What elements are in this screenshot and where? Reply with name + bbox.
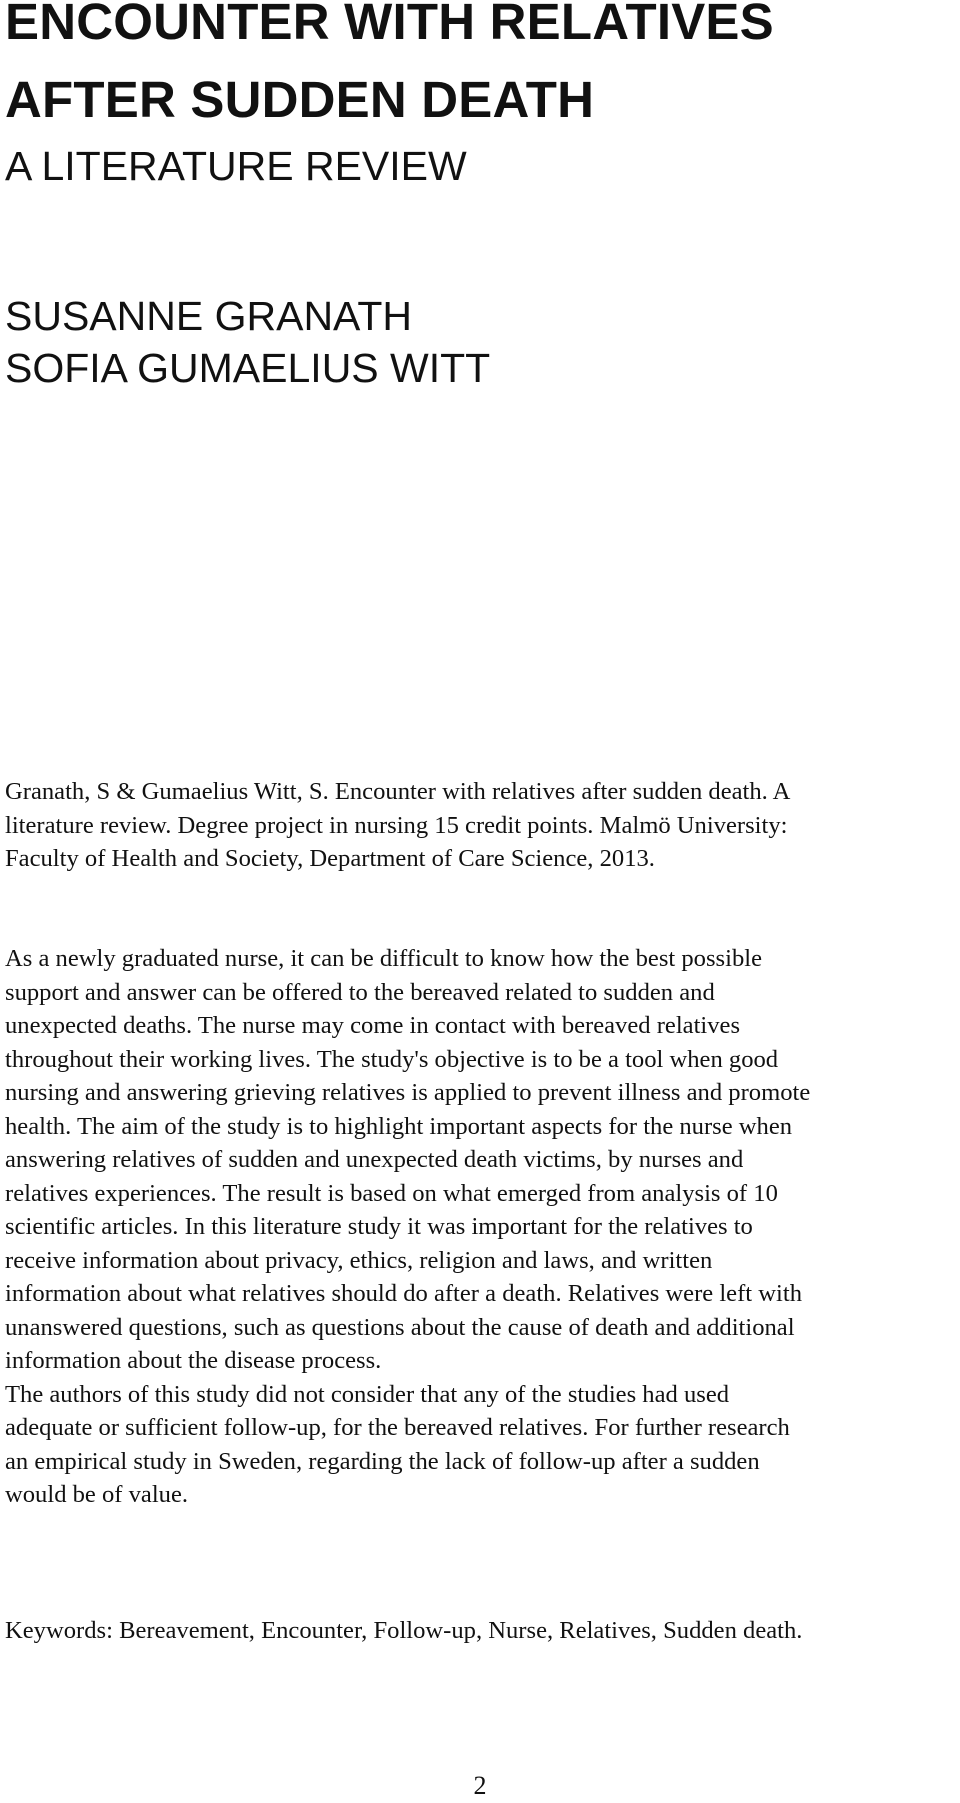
citation-paragraph — [5, 775, 960, 876]
abstract-line: The authors of this study did not consider that any of the studies had used — [5, 1380, 730, 1408]
abstract-line: adequate or sufficient follow-up, for the bereaved relatives. For further research — [5, 1414, 790, 1441]
author-1: SUSANNE GRANATH — [5, 293, 413, 339]
citation-line: Granath, S & Gumaelius Witt, S. Encounter with relatives after sudden death. A — [5, 778, 791, 805]
abstract-line: an empirical study in Sweden, regarding the lack of follow-up after a sudden — [5, 1447, 760, 1475]
citation-line: literature review. Degree project in nursing 15 credit points. Malmö University: — [5, 811, 788, 839]
abstract-line: receive information about privacy, ethics, religion and laws, and written — [5, 1246, 713, 1274]
abstract-paragraph — [5, 942, 960, 1512]
title-line-2: AFTER SUDDEN DEATH — [5, 71, 595, 128]
abstract-line: information about the disease process. — [5, 1347, 382, 1374]
abstract-line: health. The aim of the study is to highlight important aspects for the nurse when — [5, 1112, 793, 1140]
abstract-line: support and answer can be offered to the bereaved related to sudden and — [5, 978, 715, 1006]
abstract-line: unexpected deaths. The nurse may come in contact with bereaved relatives — [5, 1012, 741, 1039]
page-number: 2 — [473, 1771, 487, 1800]
abstract-line: scientific articles. In this literature study it was important for the relatives to — [5, 1213, 753, 1240]
abstract-line: unanswered questions, such as questions about the cause of death and additional — [5, 1313, 795, 1341]
abstract-line: throughout their working lives. The study's objective is to be a tool when good — [5, 1045, 779, 1073]
author-2: SOFIA GUMAELIUS WITT — [5, 345, 491, 391]
abstract-line: As a newly graduated nurse, it can be difficult to know how the best possible — [5, 945, 763, 972]
subtitle: A LITERATURE REVIEW — [5, 143, 467, 189]
abstract-line: answering relatives of sudden and unexpected death victims, by nurses and — [5, 1146, 744, 1173]
abstract-line: information about what relatives should do after a death. Relatives were left with — [5, 1280, 802, 1307]
abstract-line: nursing and answering grieving relatives is applied to prevent illness and promote — [5, 1079, 811, 1106]
title-line-1: ENCOUNTER WITH RELATIVES — [5, 0, 774, 50]
citation-line: Faculty of Health and Society, Department of Care Science, 2013. — [5, 845, 655, 872]
keywords-line: Keywords: Bereavement, Encounter, Follow-up, Nurse, Relatives, Sudden death. — [5, 1617, 803, 1644]
abstract-line: relatives experiences. The result is based on what emerged from analysis of 10 — [5, 1179, 778, 1207]
abstract-line: would be of value. — [5, 1481, 189, 1508]
